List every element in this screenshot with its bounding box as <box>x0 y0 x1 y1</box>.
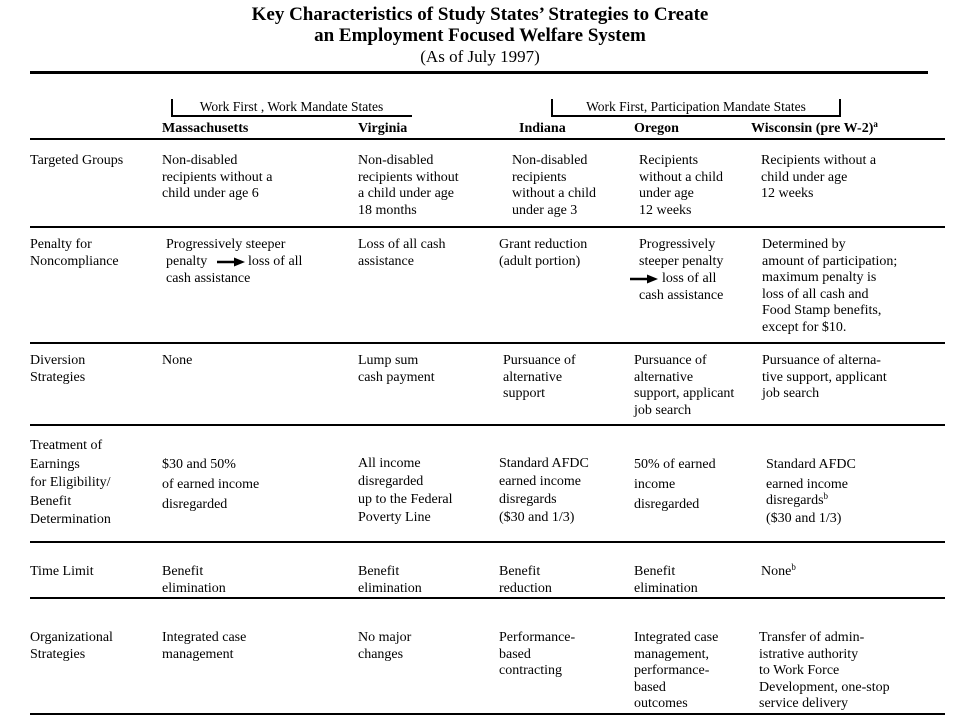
cell-earnings-wisconsin-disregards: disregards <box>766 493 824 508</box>
top-rule <box>30 71 928 74</box>
cell-diversion-virginia: Lump sum cash payment <box>358 353 435 385</box>
cell-earnings-indiana: Standard AFDC earned income disregards ($30 and 1/3) <box>499 456 589 525</box>
cell-targeted-massachusetts: Non-disabled recipients without a child under age 6 <box>162 153 273 202</box>
cell-penalty-oregon-line3: loss of all <box>662 271 717 286</box>
bottom-rule <box>30 713 945 715</box>
cell-org-virginia: No major changes <box>358 630 412 662</box>
cell-earnings-wisconsin-line4: ($30 and 1/3) <box>766 511 842 526</box>
cell-diversion-indiana: Pursuance of alternative support <box>503 353 576 402</box>
cell-earnings-wisconsin-lines12: Standard AFDC earned income <box>766 457 856 492</box>
header-rule <box>30 138 945 140</box>
cell-penalty-massachusetts-line2b: loss of all <box>248 254 303 269</box>
cell-earnings-massachusetts: $30 and 50% of earned income disregarded <box>162 457 260 512</box>
row-label-penalty: Penalty for Noncompliance <box>30 237 119 269</box>
cell-org-massachusetts: Integrated case management <box>162 630 247 662</box>
cell-org-indiana: Performance- based contracting <box>499 630 576 679</box>
cell-timelimit-indiana: Benefit reduction <box>499 564 552 596</box>
row-label-organizational: Organizational Strategies <box>30 630 113 662</box>
row-rule-targeted <box>30 226 945 228</box>
cell-timelimit-wisconsin <box>761 564 796 581</box>
cell-timelimit-wisconsin-value: None <box>761 564 792 579</box>
column-header-wisconsin-label: Wisconsin (pre W-2) <box>751 121 874 136</box>
title-line-1: Key Characteristics of Study States’ Strategies to Create <box>251 4 709 25</box>
cell-org-oregon: Integrated case management, performance- based outcomes <box>634 630 719 712</box>
cell-penalty-oregon-line4: cash assistance <box>639 288 724 303</box>
row-label-time-limit: Time Limit <box>30 564 94 579</box>
cell-diversion-massachusetts: None <box>162 353 193 368</box>
group-bracket-participation-mandate-tick-right <box>839 99 841 115</box>
cell-targeted-oregon: Recipients without a child under age 12 weeks <box>639 153 723 218</box>
footnote-marker-a: a <box>873 119 878 129</box>
arrow-right-icon <box>630 274 658 284</box>
group-header-work-mandate: Work First , Work Mandate States <box>199 99 384 114</box>
row-label-earnings: Treatment of Earnings for Eligibility/ Benefit Determination <box>30 438 111 528</box>
footnote-marker-b: b <box>823 491 829 501</box>
cell-penalty-wisconsin: Determined by amount of participation; maximum penalty is loss of all cash and Food Stamp benefits, except for $10. <box>762 237 898 335</box>
cell-penalty-massachusetts-line2a: penalty <box>166 254 208 269</box>
document-title <box>0 4 960 67</box>
column-header-oregon: Oregon <box>634 121 679 136</box>
cell-timelimit-virginia: Benefit elimination <box>358 564 422 596</box>
cell-diversion-oregon: Pursuance of alternative support, applicant job search <box>634 353 735 418</box>
cell-penalty-massachusetts-line1: Progressively steeper <box>166 237 286 252</box>
row-rule-penalty <box>30 342 945 344</box>
cell-penalty-oregon-lines12: Progressively steeper penalty <box>639 237 724 269</box>
row-rule-timelimit <box>30 597 945 599</box>
cell-penalty-virginia: Loss of all cash assistance <box>358 237 446 269</box>
cell-org-wisconsin: Transfer of admin- istrative authority to Work Force Development, one-stop service delivery <box>759 630 890 712</box>
row-rule-earnings <box>30 541 945 543</box>
column-header-massachusetts: Massachusetts <box>162 121 249 136</box>
cell-earnings-wisconsin-line3 <box>766 493 828 510</box>
cell-timelimit-oregon: Benefit elimination <box>634 564 698 596</box>
group-bracket-work-mandate-tick <box>171 99 173 115</box>
arrow-right-icon <box>217 257 245 267</box>
cell-diversion-wisconsin: Pursuance of alterna- tive support, applicant job search <box>762 353 887 402</box>
cell-earnings-virginia: All income disregarded up to the Federal Poverty Line <box>358 456 453 525</box>
cell-targeted-virginia: Non-disabled recipients without a child under age 18 months <box>358 153 459 218</box>
cell-targeted-indiana: Non-disabled recipients without a child under age 3 <box>512 153 596 218</box>
group-header-participation-mandate: Work First, Participation Mandate States <box>586 99 806 114</box>
cell-penalty-massachusetts-line3: cash assistance <box>166 271 251 286</box>
cell-timelimit-massachusetts: Benefit elimination <box>162 564 226 596</box>
row-label-targeted-groups: Targeted Groups <box>30 153 124 168</box>
row-rule-diversion <box>30 424 945 426</box>
column-header-virginia: Virginia <box>358 121 408 136</box>
group-bracket-participation-mandate-tick-left <box>551 99 553 115</box>
group-bracket-work-mandate <box>171 115 412 117</box>
cell-earnings-oregon: 50% of earned income disregarded <box>634 457 716 512</box>
column-header-wisconsin <box>751 121 878 137</box>
cell-targeted-wisconsin: Recipients without a child under age 12 weeks <box>761 153 877 202</box>
title-line-2: an Employment Focused Welfare System <box>314 25 646 46</box>
title-date: (As of July 1997) <box>420 47 540 66</box>
group-bracket-participation-mandate <box>551 115 841 117</box>
footnote-marker-b: b <box>791 562 796 572</box>
cell-penalty-indiana: Grant reduction (adult portion) <box>499 237 588 269</box>
row-label-diversion: Diversion Strategies <box>30 353 86 385</box>
column-header-indiana: Indiana <box>519 121 566 136</box>
